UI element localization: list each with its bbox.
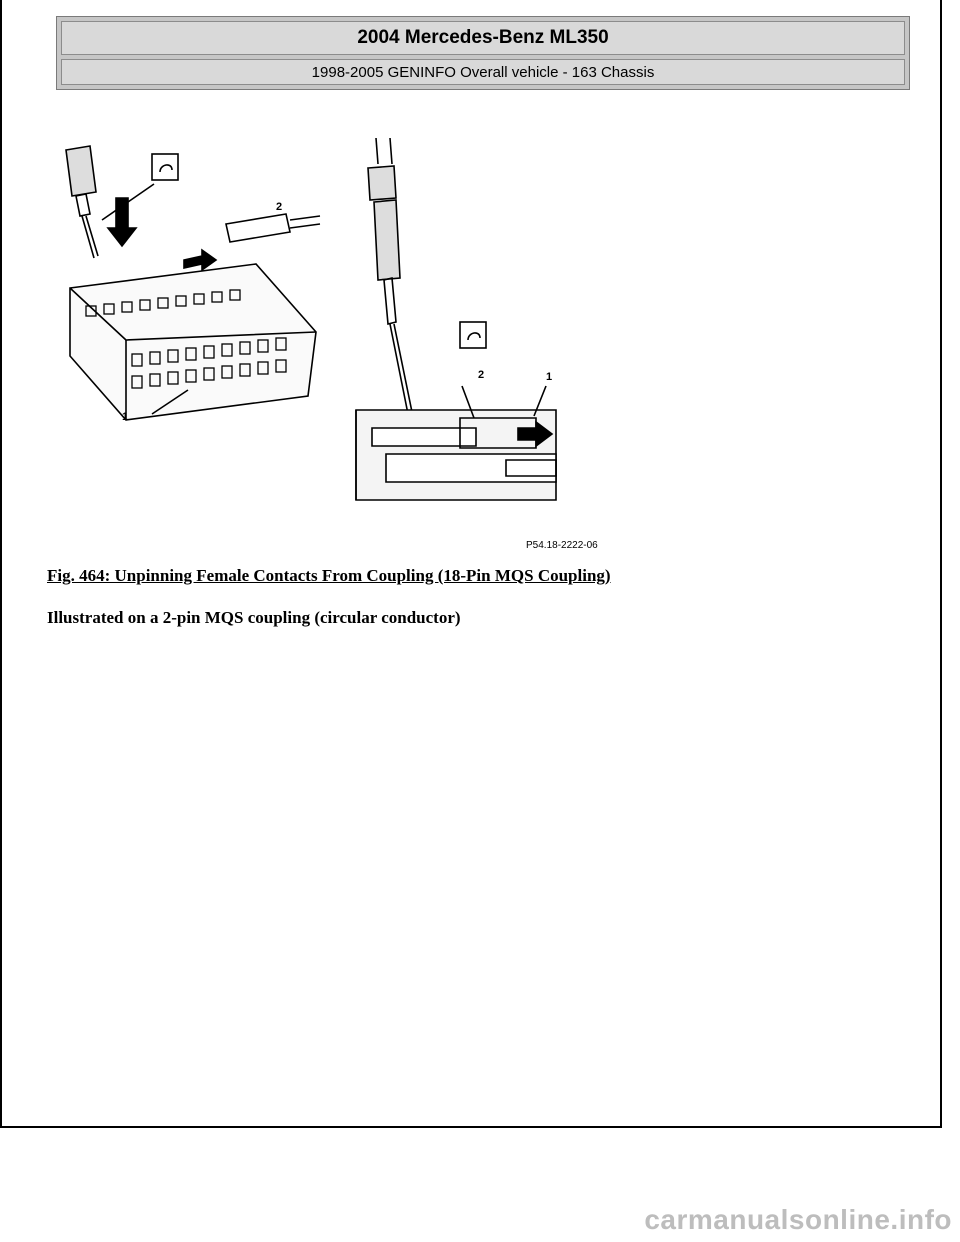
figure-caption[interactable]: Fig. 464: Unpinning Female Contacts From Coupling (18-Pin MQS Coupling)	[47, 566, 611, 585]
header-subtitle-text: 1998-2005 GENINFO Overall vehicle - 163 Chassis	[311, 63, 655, 81]
figure-illustration	[56, 128, 616, 556]
header-title	[61, 21, 905, 55]
body-text: Illustrated on a 2-pin MQS coupling (circular conductor)	[47, 608, 461, 627]
callout-1-right: 1	[546, 371, 553, 383]
header-subtitle	[61, 59, 905, 85]
callout-1-left: 1	[122, 411, 129, 423]
callout-2-right: 2	[478, 369, 485, 381]
callout-2-left: 2	[276, 201, 283, 213]
watermark: carmanualsonline.info	[644, 1204, 952, 1235]
header-title-text: 2004 Mercedes-Benz ML350	[357, 27, 609, 48]
document-header	[56, 16, 910, 90]
figure-image-code: P54.18-2222-06	[526, 540, 598, 551]
